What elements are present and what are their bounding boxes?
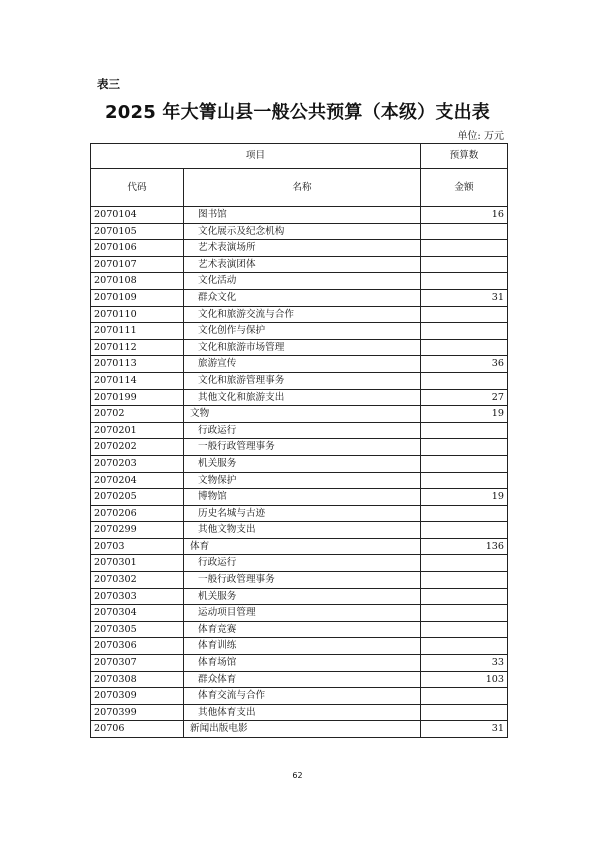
row-name: 运动项目管理	[184, 605, 421, 622]
row-name: 机关服务	[184, 455, 421, 472]
row-name: 历史名城与古迹	[184, 505, 421, 522]
table-row	[91, 555, 508, 572]
table-row	[91, 572, 508, 589]
row-amount	[421, 472, 508, 489]
row-amount	[421, 306, 508, 323]
row-amount: 33	[421, 655, 508, 672]
row-code: 2070307	[91, 655, 184, 672]
row-name: 一般行政管理事务	[184, 572, 421, 589]
row-amount: 31	[421, 289, 508, 306]
row-name: 群众文化	[184, 289, 421, 306]
row-amount	[421, 638, 508, 655]
table-label: 表三	[97, 77, 120, 91]
row-code: 2070303	[91, 588, 184, 605]
row-amount: 31	[421, 721, 508, 738]
table-row	[91, 289, 508, 306]
table-row	[91, 223, 508, 240]
row-code: 2070199	[91, 389, 184, 406]
row-amount	[421, 372, 508, 389]
row-code: 2070299	[91, 522, 184, 539]
table-row	[91, 621, 508, 638]
row-code: 20702	[91, 406, 184, 423]
row-name: 体育场馆	[184, 655, 421, 672]
header-code: 代码	[91, 169, 184, 207]
row-code: 2070109	[91, 289, 184, 306]
table-row	[91, 273, 508, 290]
row-amount	[421, 422, 508, 439]
table-row	[91, 605, 508, 622]
row-code: 20706	[91, 721, 184, 738]
row-name: 文物	[184, 406, 421, 423]
table-row	[91, 372, 508, 389]
row-name: 体育竞赛	[184, 621, 421, 638]
header-project: 项目	[91, 144, 421, 169]
row-name: 其他体育支出	[184, 704, 421, 721]
row-name: 文化和旅游管理事务	[184, 372, 421, 389]
row-name: 其他文化和旅游支出	[184, 389, 421, 406]
header-row-2	[91, 169, 508, 207]
table-row	[91, 638, 508, 655]
row-code: 2070113	[91, 356, 184, 373]
unit-label: 单位: 万元	[457, 131, 504, 142]
row-amount	[421, 621, 508, 638]
budget-table-body	[91, 144, 508, 738]
table-row	[91, 439, 508, 456]
row-amount	[421, 455, 508, 472]
row-name: 体育	[184, 538, 421, 555]
row-name: 文化和旅游交流与合作	[184, 306, 421, 323]
row-code: 2070399	[91, 704, 184, 721]
row-amount	[421, 505, 508, 522]
row-name: 艺术表演团体	[184, 256, 421, 273]
row-amount	[421, 273, 508, 290]
table-row	[91, 389, 508, 406]
row-name: 新闻出版电影	[184, 721, 421, 738]
row-code: 2070301	[91, 555, 184, 572]
row-amount	[421, 588, 508, 605]
row-code: 2070205	[91, 489, 184, 506]
row-code: 20703	[91, 538, 184, 555]
row-code: 2070302	[91, 572, 184, 589]
row-code: 2070111	[91, 323, 184, 340]
row-code: 2070105	[91, 223, 184, 240]
row-amount: 19	[421, 406, 508, 423]
row-name: 其他文物支出	[184, 522, 421, 539]
row-name: 文化展示及纪念机构	[184, 223, 421, 240]
table-row	[91, 588, 508, 605]
page-title: 2025 年大箐山县一般公共预算（本级）支出表	[105, 102, 490, 123]
table-row	[91, 455, 508, 472]
table-row	[91, 489, 508, 506]
budget-table	[90, 143, 508, 738]
row-code: 2070104	[91, 207, 184, 224]
row-code: 2070206	[91, 505, 184, 522]
header-budget: 预算数	[421, 144, 508, 169]
row-name: 博物馆	[184, 489, 421, 506]
table-row	[91, 538, 508, 555]
table-row	[91, 323, 508, 340]
table-row	[91, 240, 508, 257]
header-row-1	[91, 144, 508, 169]
row-amount	[421, 572, 508, 589]
row-amount	[421, 339, 508, 356]
row-name: 体育训练	[184, 638, 421, 655]
row-name: 行政运行	[184, 422, 421, 439]
row-amount: 103	[421, 671, 508, 688]
row-name: 体育交流与合作	[184, 688, 421, 705]
table-row	[91, 256, 508, 273]
row-code: 2070110	[91, 306, 184, 323]
row-amount	[421, 605, 508, 622]
row-amount	[421, 688, 508, 705]
row-name: 文化创作与保护	[184, 323, 421, 340]
header-amount: 金额	[421, 169, 508, 207]
row-code: 2070204	[91, 472, 184, 489]
row-code: 2070308	[91, 671, 184, 688]
row-name: 图书馆	[184, 207, 421, 224]
table-row	[91, 671, 508, 688]
row-name: 群众体育	[184, 671, 421, 688]
row-code: 2070305	[91, 621, 184, 638]
table-row	[91, 505, 508, 522]
row-amount: 19	[421, 489, 508, 506]
table-row	[91, 472, 508, 489]
row-code: 2070309	[91, 688, 184, 705]
row-name: 一般行政管理事务	[184, 439, 421, 456]
row-code: 2070107	[91, 256, 184, 273]
row-amount	[421, 555, 508, 572]
row-code: 2070114	[91, 372, 184, 389]
row-code: 2070304	[91, 605, 184, 622]
table-row	[91, 655, 508, 672]
row-code: 2070202	[91, 439, 184, 456]
row-code: 2070108	[91, 273, 184, 290]
row-amount: 16	[421, 207, 508, 224]
row-name: 文物保护	[184, 472, 421, 489]
row-name: 文化和旅游市场管理	[184, 339, 421, 356]
table-row	[91, 704, 508, 721]
row-amount	[421, 323, 508, 340]
table-row	[91, 306, 508, 323]
table-row	[91, 522, 508, 539]
row-amount	[421, 256, 508, 273]
row-code: 2070306	[91, 638, 184, 655]
row-code: 2070201	[91, 422, 184, 439]
row-amount: 136	[421, 538, 508, 555]
header-name: 名称	[184, 169, 421, 207]
row-code: 2070203	[91, 455, 184, 472]
page-number: 62	[292, 771, 303, 780]
row-name: 机关服务	[184, 588, 421, 605]
row-amount	[421, 223, 508, 240]
row-name: 行政运行	[184, 555, 421, 572]
row-amount	[421, 439, 508, 456]
row-name: 旅游宣传	[184, 356, 421, 373]
table-row	[91, 721, 508, 738]
row-amount	[421, 704, 508, 721]
table-row	[91, 406, 508, 423]
table-row	[91, 339, 508, 356]
row-amount	[421, 522, 508, 539]
row-amount: 27	[421, 389, 508, 406]
row-amount: 36	[421, 356, 508, 373]
table-row	[91, 688, 508, 705]
table-row	[91, 207, 508, 224]
row-name: 艺术表演场所	[184, 240, 421, 257]
table-row	[91, 356, 508, 373]
row-amount	[421, 240, 508, 257]
table-row	[91, 422, 508, 439]
row-code: 2070112	[91, 339, 184, 356]
row-code: 2070106	[91, 240, 184, 257]
row-name: 文化活动	[184, 273, 421, 290]
